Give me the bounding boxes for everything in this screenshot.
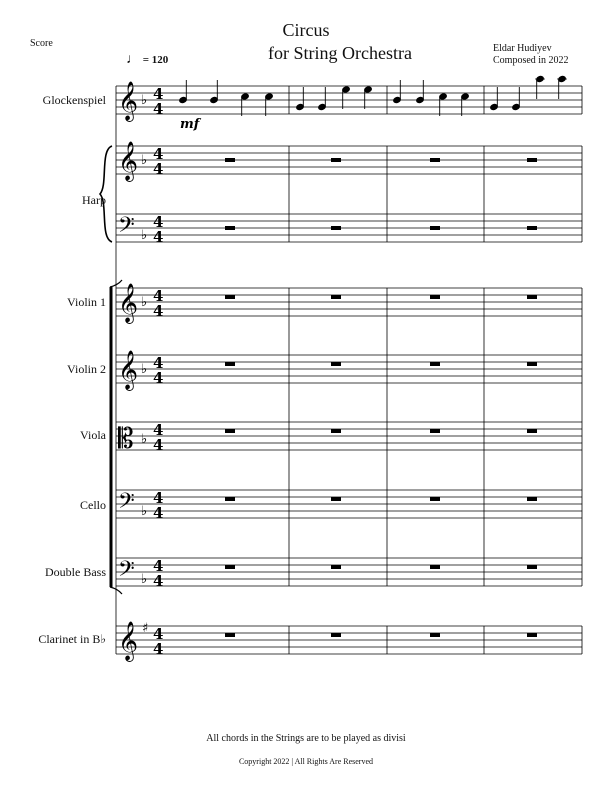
composition-date: Composed in 2022 — [493, 55, 569, 66]
time-signature-bottom: 4 — [153, 572, 164, 590]
staff-violin2 — [116, 355, 582, 383]
rest-row-doublebass — [225, 565, 537, 569]
tempo-value: = 120 — [142, 54, 169, 66]
time-signature-bottom: 4 — [153, 100, 164, 118]
instrument-label-viola: Viola — [80, 428, 106, 442]
time-signature-bottom: 4 — [153, 504, 164, 522]
copyright-notice: Copyright 2022 | All Rights Are Reserved — [238, 757, 374, 766]
instrument-label-clarinet: Clarinet in B♭ — [38, 632, 106, 646]
composer-name: Eldar Hudiyev — [493, 43, 552, 54]
score-label: Score — [30, 38, 53, 49]
time-signature-top: 4 — [153, 85, 164, 103]
treble-clef-icon: 𝄞 — [118, 283, 139, 323]
key-signatures — [141, 93, 148, 636]
staff-doublebass — [116, 558, 582, 586]
instrument-label-violin2: Violin 2 — [67, 362, 106, 376]
staff-harp-bass — [116, 214, 582, 242]
flat-icon: ♭ — [141, 504, 148, 519]
rest-row-clarinet — [225, 633, 537, 637]
time-signature-top: 4 — [153, 354, 164, 372]
time-signature-top: 4 — [153, 557, 164, 575]
sharp-icon: ♯ — [142, 621, 149, 636]
time-signatures — [153, 85, 163, 658]
instrument-label-cello: Cello — [80, 498, 106, 512]
staff-viola — [116, 422, 582, 450]
rest-row-violin1 — [225, 295, 537, 299]
treble-clef-icon: 𝄞 — [118, 621, 139, 661]
time-signature-bottom: 4 — [153, 228, 164, 246]
staff-cello — [116, 490, 582, 518]
time-signature-bottom: 4 — [153, 640, 164, 658]
flat-icon: ♭ — [141, 432, 148, 447]
instrument-label-doublebass: Double Bass — [45, 565, 106, 579]
time-signature-top: 4 — [153, 489, 164, 507]
instrument-label-harp: Harp — [82, 193, 106, 207]
alto-clef-icon: 𝄡 — [118, 422, 134, 455]
instrument-label-violin1: Violin 1 — [67, 295, 106, 309]
treble-clef-icon: 𝄞 — [118, 141, 139, 181]
quarter-note-icon: ♩ — [126, 52, 140, 67]
treble-clef-icon: 𝄞 — [118, 350, 139, 390]
flat-icon: ♭ — [141, 93, 148, 108]
time-signature-top: 4 — [153, 145, 164, 163]
time-signature-bottom: 4 — [153, 369, 164, 387]
time-signature-top: 4 — [153, 287, 164, 305]
time-signature-top: 4 — [153, 213, 164, 231]
piece-title: Circus — [282, 20, 330, 40]
bass-clef-icon: 𝄢 — [118, 213, 135, 243]
bass-clef-icon: 𝄢 — [118, 557, 135, 587]
time-signature-bottom: 4 — [153, 302, 164, 320]
rest-row-viola — [225, 429, 537, 433]
time-signature-bottom: 4 — [153, 436, 164, 454]
bass-clef-icon: 𝄢 — [118, 489, 135, 519]
staff-violin1 — [116, 288, 582, 316]
time-signature-top: 4 — [153, 625, 164, 643]
staff-harp-treble — [116, 146, 582, 174]
harp-brace-icon — [100, 146, 112, 242]
glockenspiel-notes — [179, 75, 567, 116]
dynamic-marking: mf — [180, 117, 200, 132]
flat-icon: ♭ — [141, 362, 148, 377]
flat-icon: ♭ — [141, 572, 148, 587]
staff-clarinet — [116, 626, 582, 654]
rest-row-cello — [225, 497, 537, 501]
performance-note: All chords in the Strings are to be played as divisi — [206, 733, 406, 744]
flat-icon: ♭ — [141, 295, 148, 310]
flat-icon: ♭ — [141, 153, 148, 168]
instrument-label-glockenspiel: Glockenspiel — [42, 93, 106, 107]
clefs — [118, 81, 138, 662]
flat-icon: ♭ — [141, 228, 148, 243]
rest-row-violin2 — [225, 362, 537, 366]
time-signature-bottom: 4 — [153, 160, 164, 178]
piece-subtitle: for String Orchestra — [268, 43, 412, 63]
treble-clef-icon: 𝄞 — [118, 81, 139, 121]
time-signature-top: 4 — [153, 421, 164, 439]
